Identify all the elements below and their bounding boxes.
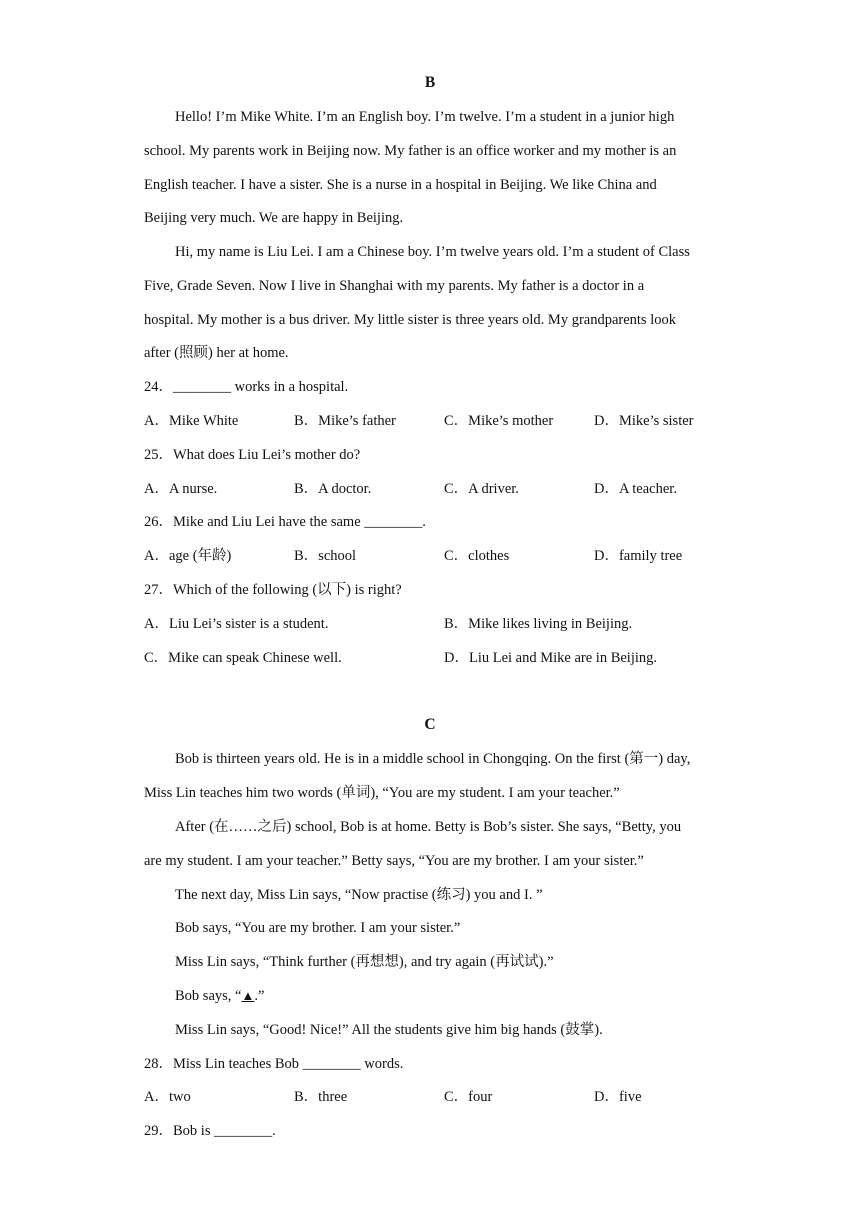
question-28-option-d: D．five bbox=[594, 1089, 642, 1105]
passage-c-line3: After (在……之后) school, Bob is at home. Betty is Bob’s sister. She says, “Betty, you bbox=[175, 819, 682, 835]
passage-c-line4: are my student. I am your teacher.” Betty says, “You are my brother. I am your sister.” bbox=[144, 853, 644, 869]
question-24-option-d: D．Mike’s sister bbox=[594, 413, 694, 429]
question-25-stem: 25．What does Liu Lei’s mother do? bbox=[144, 447, 361, 463]
passage-b-para1-line1: Hello! I’m Mike White. I’m an English boy. I’m twelve. I’m a student in a junior high bbox=[175, 109, 675, 125]
section-b-heading: B bbox=[424, 74, 436, 91]
passage-b-para2-line3: hospital. My mother is a bus driver. My little sister is three years old. My grandparents look bbox=[144, 312, 676, 328]
passage-b-para2-line4: after (照顾) her at home. bbox=[144, 345, 289, 361]
question-27-option-c: C．Mike can speak Chinese well. bbox=[144, 650, 342, 666]
question-27-option-b: B．Mike likes living in Beijing. bbox=[444, 616, 633, 632]
passage-c-line1: Bob is thirteen years old. He is in a middle school in Chongqing. On the first (第一) day, bbox=[175, 751, 691, 767]
question-26-stem: 26．Mike and Liu Lei have the same ________. bbox=[144, 514, 426, 530]
question-28-option-c: C．four bbox=[444, 1089, 493, 1105]
question-25-option-a: A．A nurse. bbox=[144, 481, 218, 497]
question-25-option-b: B．A doctor. bbox=[294, 481, 372, 497]
question-26-option-a: A．age (年龄) bbox=[144, 548, 232, 564]
passage-b-para1-line3: English teacher. I have a sister. She is a nurse in a hospital in Beijing. We like China and bbox=[144, 177, 657, 193]
question-25-option-d: D．A teacher. bbox=[594, 481, 677, 497]
question-28-option-b: B．three bbox=[294, 1089, 348, 1105]
answer-blank-triangle: ▲ bbox=[241, 988, 255, 1003]
question-24-option-c: C．Mike’s mother bbox=[444, 413, 554, 429]
passage-c-line2: Miss Lin teaches him two words (单词), “You are my student. I am your teacher.” bbox=[144, 785, 620, 801]
passage-c-line8: Miss Lin says, “Good! Nice!” All the students give him big hands (鼓掌). bbox=[175, 1022, 603, 1038]
question-26-option-b: B．school bbox=[294, 548, 357, 564]
passage-c-line5: The next day, Miss Lin says, “Now practise (练习) you and I. ” bbox=[175, 887, 543, 903]
question-26-option-c: C．clothes bbox=[444, 548, 510, 564]
question-26-option-d: D．family tree bbox=[594, 548, 683, 564]
passage-c-bob-says bbox=[175, 987, 264, 1005]
bob-says-prefix: Bob says, “ bbox=[175, 988, 242, 1004]
passage-b-para2-line1: Hi, my name is Liu Lei. I am a Chinese boy. I’m twelve years old. I’m a student of Class bbox=[175, 244, 690, 260]
passage-c-line7: Miss Lin says, “Think further (再想想), and try again (再试试).” bbox=[175, 954, 554, 970]
question-29-stem: 29．Bob is ________. bbox=[144, 1123, 276, 1139]
bob-says-suffix: .” bbox=[254, 988, 265, 1004]
question-25-option-c: C．A driver. bbox=[444, 481, 519, 497]
question-28-option-a: A．two bbox=[144, 1089, 191, 1105]
question-28-stem: 28．Miss Lin teaches Bob ________ words. bbox=[144, 1056, 404, 1072]
question-24-option-b: B．Mike’s father bbox=[294, 413, 396, 429]
question-27-option-d: D．Liu Lei and Mike are in Beijing. bbox=[444, 650, 658, 666]
passage-c-line6: Bob says, “You are my brother. I am your sister.” bbox=[175, 920, 461, 936]
question-27-option-a: A．Liu Lei’s sister is a student. bbox=[144, 616, 329, 632]
passage-b-para1-line2: school. My parents work in Beijing now. My father is an office worker and my mother is an bbox=[144, 143, 677, 159]
passage-b-para2-line2: Five, Grade Seven. Now I live in Shanghai with my parents. My father is a doctor in a bbox=[144, 278, 645, 294]
question-24-option-a: A．Mike White bbox=[144, 413, 239, 429]
section-c-heading: C bbox=[424, 716, 436, 733]
question-24-stem: 24．________ works in a hospital. bbox=[144, 379, 349, 395]
passage-b-para1-line4: Beijing very much. We are happy in Beijing. bbox=[144, 210, 404, 226]
question-27-stem: 27．Which of the following (以下) is right? bbox=[144, 582, 402, 598]
